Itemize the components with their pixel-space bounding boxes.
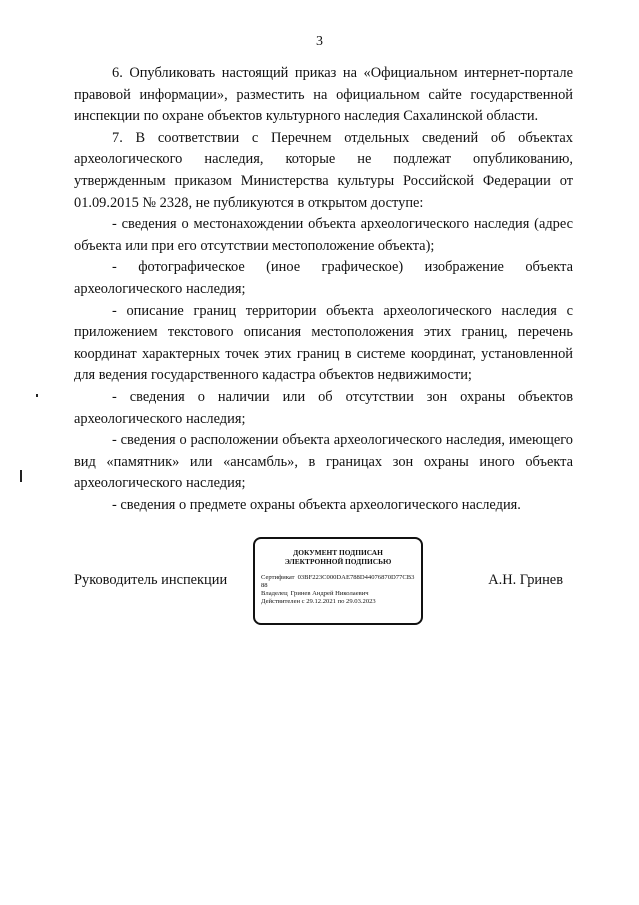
stamp-title-line-2: ЭЛЕКТРОННОЙ ПОДПИСЬЮ: [284, 557, 392, 566]
signer-title: Руководитель инспекции: [74, 572, 228, 588]
stamp-certificate-label: Сертификат: [261, 574, 295, 581]
stamp-owner-label: Владелец: [261, 590, 288, 597]
signer-name: А.Н. Гринев: [488, 572, 563, 588]
list-item-protection-zones: - сведения о наличии или об отсутствии зон охраны объектов археологического наследия;: [74, 388, 573, 427]
scan-artifact-mark: [20, 470, 22, 482]
stamp-certificate: [261, 574, 415, 590]
stamp-owner: [261, 590, 415, 598]
electronic-signature-stamp: [253, 537, 423, 625]
stamp-owner-value: Гринев Андрей Николаевич: [290, 590, 369, 597]
stamp-validity: Действителен с 29.12.2021 по 29.03.2023: [261, 598, 376, 605]
document-body: [74, 63, 573, 516]
list-item-boundaries: - описание границ территории объекта археологического наследия с приложением текстового описания местоположения этих границ, перечень координат характерных точек этих границ в системе координат, установленной для ведения государственного кадастра объектов недвижимости;: [74, 302, 573, 384]
stamp-certificate-value: 03BF223C000DAE788D44076870D77CB388: [261, 574, 415, 589]
page-number: 3: [316, 34, 323, 49]
list-item-monument-location: - сведения о расположении объекта археологического наследия, имеющего вид «памятник» или «ансамбль», в границах зон охраны иного объекта археологического наследия;: [74, 432, 573, 492]
stamp-title-line-1: ДОКУМЕНТ ПОДПИСАН: [293, 548, 383, 557]
list-item-photo: - фотографическое (иное графическое) изображение объекта археологического наследия;: [74, 259, 573, 297]
paragraph-6-publish: 6. Опубликовать настоящий приказ на «Официальном интернет-портале правовой информации», разместить на официальном сайте государственной инспекции по охране объектов культурного наследия Сахалинской области.: [74, 65, 573, 125]
paragraph-7-restrictions: 7. В соответствии с Перечнем отдельных сведений об объектах археологического наследия, которые не подлежат опубликованию, утвержденным приказом Министерства культуры Российской Федерации от 01.09.2015 № 2328, не публикуются в открытом доступе:: [74, 129, 573, 211]
stamp-title: [261, 548, 415, 566]
list-item-protection-subject: - сведения о предмете охраны объекта археологического наследия.: [112, 496, 521, 513]
scan-artifact-mark: [36, 394, 38, 397]
list-item-location: - сведения о местонахождении объекта археологического наследия (адрес объекта или при его отсутствии местоположение объекта);: [74, 216, 573, 254]
